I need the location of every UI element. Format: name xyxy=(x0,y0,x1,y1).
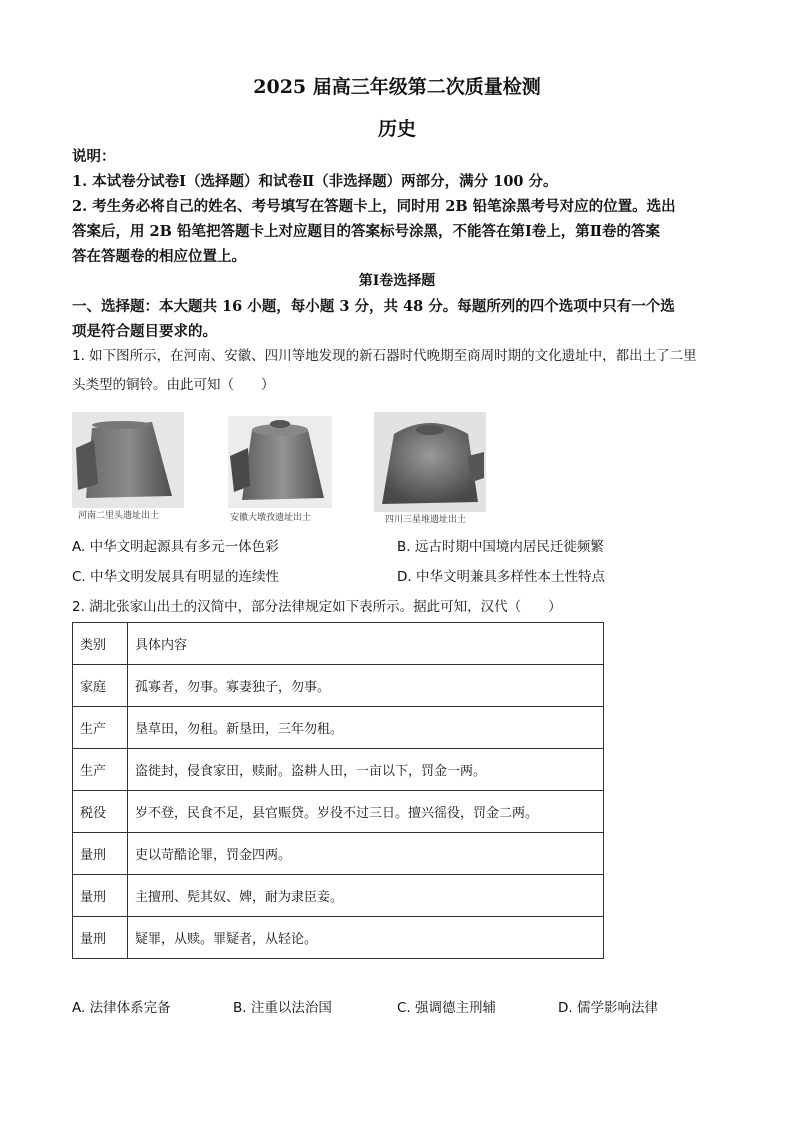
table-cell-category: 税役 xyxy=(73,791,128,833)
q1-stem-line-1: 1. 如下图所示，在河南、安徽、四川等地发现的新石器时代晚期至商周时期的文化遗址中，都出土了二里 xyxy=(72,348,697,364)
table-row xyxy=(73,791,604,833)
instruction-item-2-line-3: 答在答题卷的相应位置上。 xyxy=(72,248,246,265)
table-cell-content: 疑罪，从赎。罪疑者，从轻论。 xyxy=(128,917,604,959)
q1-option-c: C. 中华文明发展具有明显的连续性 xyxy=(72,569,280,585)
q1-option-b: B. 远古时期中国境内居民迁徙频繁 xyxy=(397,539,604,555)
table-cell-category: 量刑 xyxy=(73,875,128,917)
q2-stem: 2. 湖北张家山出土的汉简中，部分法律规定如下表所示。据此可知，汉代（ ） xyxy=(72,599,562,615)
table-header-row xyxy=(73,623,604,665)
q2-option-b: B. 注重以法治国 xyxy=(233,1000,332,1016)
q1-stem-line-2: 头类型的铜铃。由此可知（ ） xyxy=(72,377,275,393)
instruction-item-2-line-2: 答案后，用 2B 铅笔把答题卡上对应题目的答案标号涂黑，不能答在第Ⅰ卷上，第Ⅱ卷的答案 xyxy=(72,223,660,240)
instructions-heading: 说明： xyxy=(72,148,116,165)
exam-title: 2025 届高三年级第二次质量检测 xyxy=(253,76,541,98)
q1-option-d: D. 中华文明兼具多样性本土性特点 xyxy=(397,569,605,585)
image-caption-sichuan: 四川三星堆遗址出土 xyxy=(385,515,467,525)
table-cell-category: 生产 xyxy=(73,749,128,791)
table-header-category: 类别 xyxy=(73,623,128,665)
q2-option-a: A. 法律体系完备 xyxy=(72,1000,171,1016)
table-cell-category: 家庭 xyxy=(73,665,128,707)
table-cell-content: 盗徙封，侵食家田，赎耐。盗耕人田，一亩以下，罚金一两。 xyxy=(128,749,604,791)
image-caption-anhui: 安徽大墩孜遗址出土 xyxy=(230,513,312,523)
table-cell-content: 主擅刑、髡其奴、婢，耐为隶臣妾。 xyxy=(128,875,604,917)
law-table xyxy=(72,622,604,959)
instruction-item-2-line-1: 2. 考生务必将自己的姓名、考号填写在答题卡上，同时用 2B 铅笔涂黑考号对应的位置。选出 xyxy=(72,198,676,215)
section-title: 第Ⅰ卷选择题 xyxy=(358,273,436,289)
table-cell-content: 岁不登，民食不足，县官赈贷。岁役不过三日。擅兴徭役，罚金二两。 xyxy=(128,791,604,833)
table-cell-category: 生产 xyxy=(73,707,128,749)
table-cell-category: 量刑 xyxy=(73,917,128,959)
subject-title: 历史 xyxy=(377,118,416,140)
table-row xyxy=(73,707,604,749)
bronze-bell-image-sichuan xyxy=(374,412,486,512)
bronze-bell-image-anhui xyxy=(228,416,332,508)
table-row xyxy=(73,875,604,917)
table-cell-content: 垦草田，勿租。新垦田，三年勿租。 xyxy=(128,707,604,749)
table-cell-category: 量刑 xyxy=(73,833,128,875)
table-row xyxy=(73,833,604,875)
section-intro-line-2: 项是符合题目要求的。 xyxy=(72,323,217,340)
table-row xyxy=(73,665,604,707)
table-cell-content: 孤寡者，勿事。寡妻独子，勿事。 xyxy=(128,665,604,707)
table-header-content: 具体内容 xyxy=(128,623,604,665)
q2-option-c: C. 强调德主刑辅 xyxy=(397,1000,497,1016)
table-cell-content: 吏以苛酷论罪，罚金四两。 xyxy=(128,833,604,875)
instruction-item-1: 1. 本试卷分试卷Ⅰ（选择题）和试卷Ⅱ（非选择题）两部分，满分 100 分。 xyxy=(72,173,558,190)
image-caption-henan: 河南二里头遗址出土 xyxy=(78,511,160,521)
q2-option-d: D. 儒学影响法律 xyxy=(558,1000,658,1016)
table-row xyxy=(73,749,604,791)
section-intro-line-1: 一、选择题：本大题共 16 小题，每小题 3 分，共 48 分。每题所列的四个选项中只有一个选 xyxy=(72,298,675,315)
table-row xyxy=(73,917,604,959)
q1-option-a: A. 中华文明起源具有多元一体色彩 xyxy=(72,539,279,555)
bronze-bell-image-henan xyxy=(72,412,184,508)
